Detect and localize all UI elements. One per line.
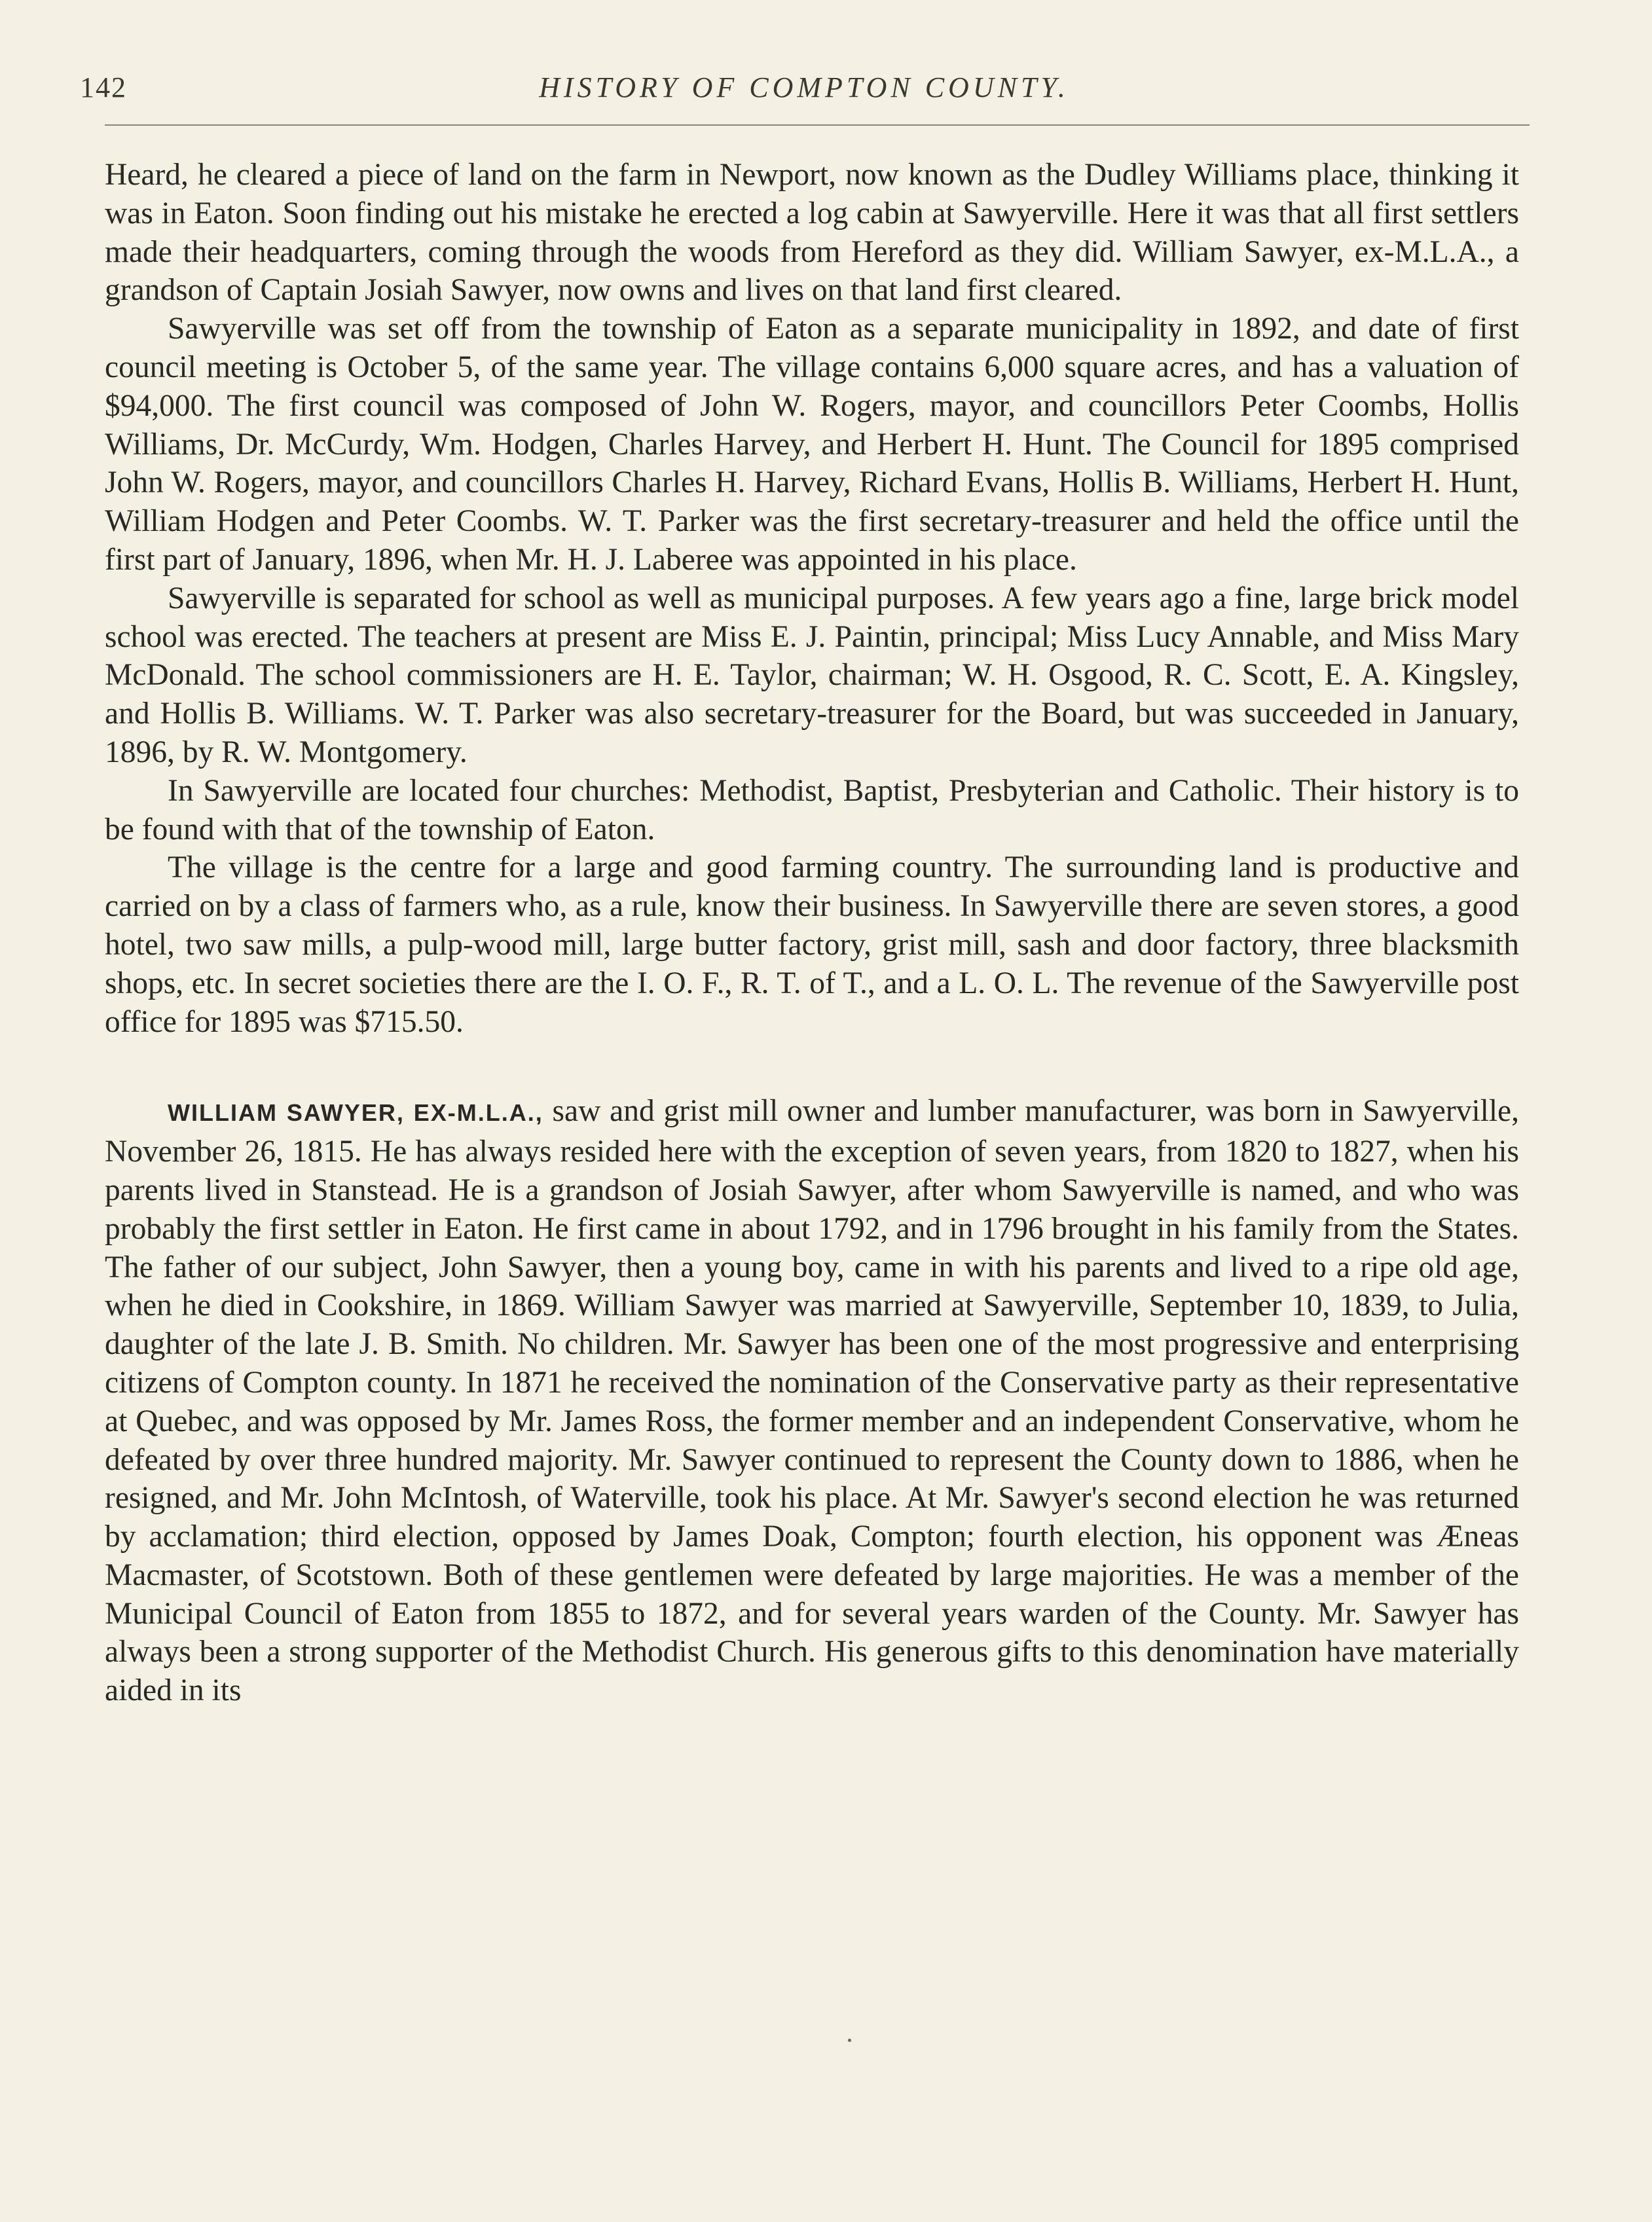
paragraph-churches: In Sawyerville are located four churches: Methodist, Baptist, Presbyterian and Catholic. Their history is to be found with that of the township of Eaton. xyxy=(105,773,1519,847)
biography-paragraph xyxy=(105,1092,1519,1710)
page-number: 142 xyxy=(80,71,127,103)
biography-text: saw and grist mill owner and lumber manufacturer, was born in Sawyerville, November 26, 1815. He has always resided here with the exception of seven years, from 1820 to 1827, when his parents lived in Stanstead. He is a grandson of Josiah Sawyer, after whom Sawyerville is named, and who was probably the first settler in Eaton. He first came in about 1792, and in 1796 brought in his family from the States. The father of our subject, John Sawyer, then a young boy, came in with his parents and lived to a ripe old age, when he died in Cookshire, in 1869. William Sawyer was married at Sawyerville, September 10, 1839, to Julia, daughter of the late J. B. Smith. No children. Mr. Sawyer has been one of the most progressive and enterprising citizens of Compton county. In 1871 he received the nomination of the Conservative party as their representative at Quebec, and was opposed by Mr. James Ross, the former member and an independent Conservative, whom he defeated by over three hundred majority. Mr. Sawyer continued to represent the County down to 1886, when he resigned, and Mr. John McIntosh, of Waterville, took his place. At Mr. Sawyer's second election he was returned by acclamation; third election, opposed by James Doak, Compton; fourth election, his opponent was Æneas Macmaster, of Scotstown. Both of these gentlemen were defeated by large majorities. He was a member of the Municipal Council of Eaton from 1855 to 1872, and for several years warden of the County. Mr. Sawyer has always been a strong supporter of the Methodist Church. His generous gifts to this denomination have materially aided in its xyxy=(105,1094,1519,1708)
ink-speck xyxy=(848,2039,851,2042)
running-title: HISTORY OF COMPTON COUNTY. xyxy=(539,71,1069,103)
running-head xyxy=(80,71,1528,110)
biography-name: WILLIAM SAWYER, EX-M.L.A., xyxy=(168,1099,543,1127)
body-text xyxy=(105,156,1519,1710)
header-rule xyxy=(105,124,1530,126)
paragraph-municipality: Sawyerville was set off from the township of Eaton as a separate municipality in 1892, and date of first council meeting is October 5, of the same year. The village contains 6,000 square acres, and has a valuation of $94,000. The first council was composed of John W. Rogers, mayor, and councillors Peter Coombs, Hollis Williams, Dr. McCurdy, Wm. Hodgen, Charles Harvey, and Herbert H. Hunt. The Council for 1895 comprised John W. Rogers, mayor, and councillors Charles H. Harvey, Richard Evans, Hollis B. Williams, Herbert H. Hunt, William Hodgen and Peter Coombs. W. T. Parker was the first secretary-treasurer and held the office until the first part of January, 1896, when Mr. H. J. Laberee was appointed in his place. xyxy=(105,312,1519,577)
paragraph-school: Sawyerville is separated for school as well as municipal purposes. A few years ago a fine, large brick model school was erected. The teachers at present are Miss E. J. Paintin, principal; Miss Lucy Annable, and Miss Mary McDonald. The school commissioners are H. E. Taylor, chairman; W. H. Osgood, R. C. Scott, E. A. Kingsley, and Hollis B. Williams. W. T. Parker was also secretary-treasurer for the Board, but was succeeded in January, 1896, by R. W. Montgomery. xyxy=(105,581,1519,769)
paragraph-continuation: Heard, he cleared a piece of land on the farm in Newport, now known as the Dudley Williams place, thinking it was in Eaton. Soon finding out his mistake he erected a log cabin at Sawyerville. Here it was that all first settlers made their headquarters, coming through the woods from Hereford as they did. William Sawyer, ex-M.L.A., a grandson of Captain Josiah Sawyer, now owns and lives on that land first cleared. xyxy=(105,158,1519,308)
paragraph-village: The village is the centre for a large and good farming country. The surrounding land is productive and carried on by a class of farmers who, as a rule, know their business. In Sawyerville there are seven stores, a good hotel, two saw mills, a pulp-wood mill, large butter factory, grist mill, sash and door factory, three blacksmith shops, etc. In secret societies there are the I. O. F., R. T. of T., and a L. O. L. The revenue of the Sawyerville post office for 1895 was $715.50. xyxy=(105,850,1519,1039)
